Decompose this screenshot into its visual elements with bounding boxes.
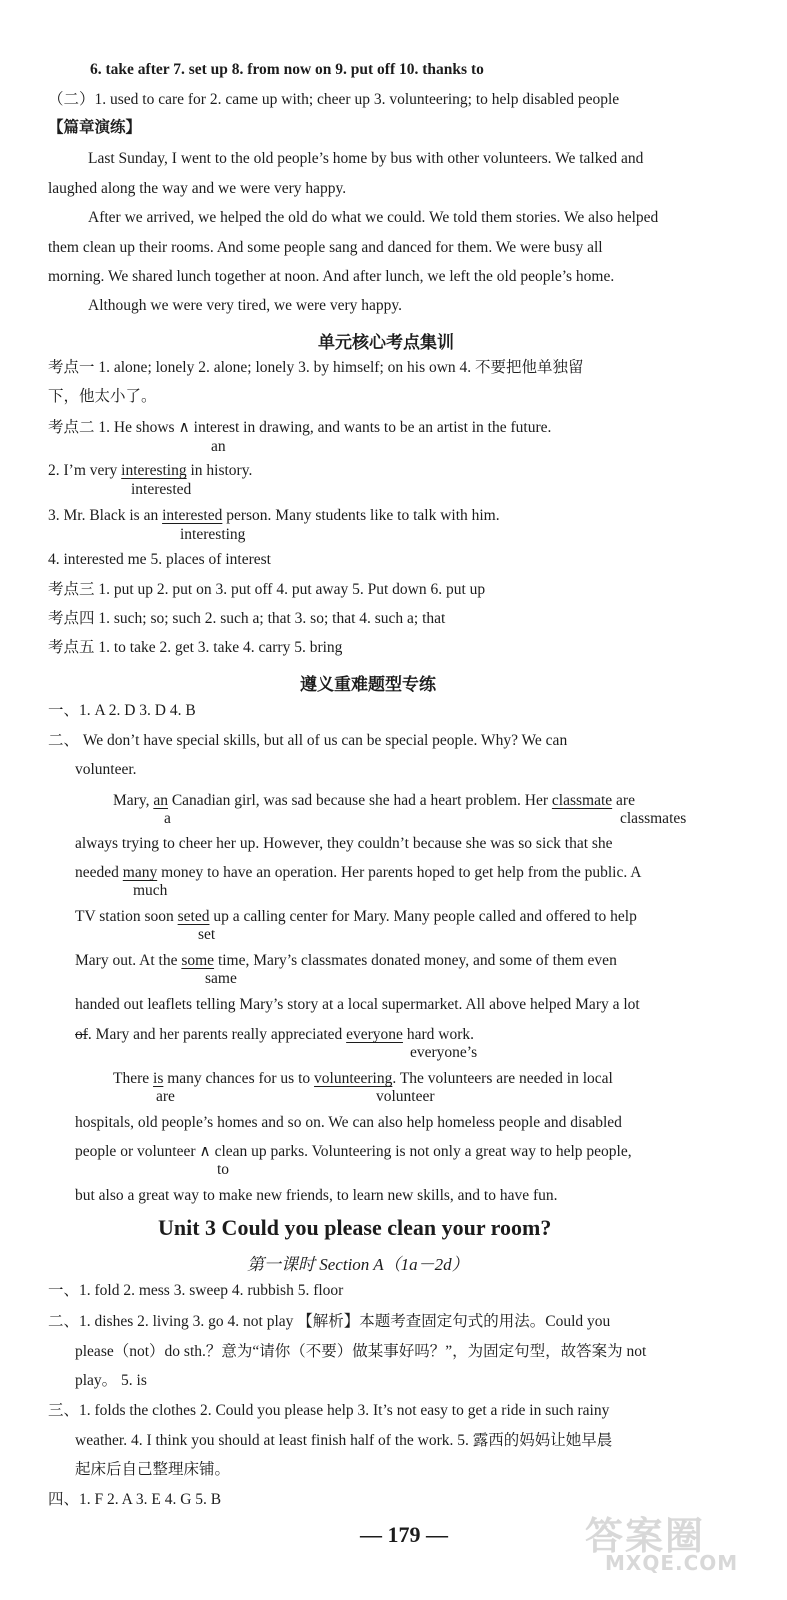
error-passage-line: There is many chances for us to volunteering. The volunteers are needed in local xyxy=(113,1070,613,1087)
correction-text: to xyxy=(217,1161,230,1178)
correction-text: an xyxy=(211,438,226,455)
lesson-answer-line: 二、1. dishes 2. living 3. go 4. not play 【解析】本题考查固定句式的用法。Could you xyxy=(48,1313,611,1330)
error-passage-line: handed out leaflets telling Mary’s story at a local supermarket. All above helped Mary a lot xyxy=(75,996,640,1013)
kaodian-2-line: 2. I’m very interesting in history. xyxy=(48,462,253,479)
passage-line: them clean up their rooms. And some people sang and danced for them. We were busy all xyxy=(48,239,603,256)
error-passage-line: but also a great way to make new friends, to learn new skills, and to have fun. xyxy=(75,1187,558,1204)
kaodian-4-line: 考点四 1. such; so; such 2. such a; that 3. so; that 4. such a; that xyxy=(48,610,446,627)
section-title-core: 单元核心考点集训 xyxy=(318,333,454,352)
correction-text: same xyxy=(205,970,237,987)
error-passage-line: needed many money to have an operation. Her parents hoped to get help from the public. A xyxy=(75,864,642,881)
lesson-answer-line: 一、1. fold 2. mess 3. sweep 4. rubbish 5. floor xyxy=(48,1282,344,1299)
lesson-answer-line: 起床后自己整理床铺。 xyxy=(75,1461,231,1478)
lesson-answer-line: 四、1. F 2. A 3. E 4. G 5. B xyxy=(48,1491,222,1508)
correction-text: everyone’s xyxy=(410,1044,478,1061)
kaodian-2-line: 3. Mr. Black is an interested person. Many students like to talk with him. xyxy=(48,507,500,524)
watermark-logo xyxy=(585,1505,765,1585)
lesson-title: 第一课时 Section A（1a－2d） xyxy=(247,1255,469,1274)
passage-line: Last Sunday, I went to the old people’s home by bus with other volunteers. We talked and xyxy=(88,150,644,167)
passage-line: After we arrived, we helped the old do what we could. We told them stories. We also helped xyxy=(88,209,659,226)
kaodian-1-line: 考点一 1. alone; lonely 2. alone; lonely 3. by himself; on his own 4. 不要把他单独留 xyxy=(48,359,584,376)
zunyi-line: 一、1. A 2. D 3. D 4. B xyxy=(48,702,196,719)
error-passage-line: always trying to cheer her up. However, they couldn’t because she was so sick that she xyxy=(75,835,613,852)
error-passage-line: Mary out. At the some time, Mary’s classmates donated money, and some of them even xyxy=(75,952,617,969)
page-number: — 179 — xyxy=(360,1522,448,1547)
watermark-url: MXQE.COM xyxy=(605,1551,739,1575)
answer-line-2: （二）1. used to care for 2. came up with; cheer up 3. volunteering; to help disabled people xyxy=(48,91,620,108)
correction-text: classmates xyxy=(620,810,687,827)
kaodian-5-line: 考点五 1. to take 2. get 3. take 4. carry 5. bring xyxy=(48,639,343,656)
passage-line: morning. We shared lunch together at noon. And after lunch, we left the old people’s home. xyxy=(48,268,615,285)
kaodian-2-line: 考点二 1. He shows ∧ interest in drawing, and wants to be an artist in the future. xyxy=(48,419,552,436)
correction-text: a xyxy=(164,810,171,827)
passage-line: Although we were very tired, we were very happy. xyxy=(88,297,403,314)
kaodian-3-line: 考点三 1. put up 2. put on 3. put off 4. put away 5. Put down 6. put up xyxy=(48,581,486,598)
unit-title: Unit 3 Could you please clean your room? xyxy=(158,1215,552,1240)
error-passage-line: people or volunteer ∧ clean up parks. Volunteering is not only a great way to help people, xyxy=(75,1143,632,1160)
section-label-passage: 【篇章演练】 xyxy=(48,119,142,136)
deletion-mark: of xyxy=(75,1026,88,1043)
watermark-text: 答案圈 xyxy=(585,1514,706,1558)
lesson-answer-line: weather. 4. I think you should at least finish half of the work. 5. 露西的妈妈让她早晨 xyxy=(75,1432,613,1449)
correction-text: are xyxy=(156,1088,175,1105)
error-passage-line: TV station soon seted up a calling center for Mary. Many people called and offered to help xyxy=(75,908,637,925)
correction-text: interested xyxy=(131,481,192,498)
zunyi-line: volunteer. xyxy=(75,761,137,778)
answer-line-1: 6. take after 7. set up 8. from now on 9. put off 10. thanks to xyxy=(90,61,484,78)
lesson-answer-line: please（not）do sth.？意为“请你（不要）做某事好吗？”，为固定句型，故答案为 not xyxy=(75,1343,647,1360)
correction-text: interesting xyxy=(180,526,246,543)
section-title-zunyi: 遵义重难题型专练 xyxy=(300,675,436,694)
zunyi-line: 二、 We don’t have special skills, but all of us can be special people. Why? We can xyxy=(48,732,568,749)
lesson-answer-line: 三、1. folds the clothes 2. Could you please help 3. It’s not easy to get a ride in such rainy xyxy=(48,1402,610,1419)
error-passage-line: Mary, an Canadian girl, was sad because she had a heart problem. Her classmate are xyxy=(113,792,635,809)
passage-line: laughed along the way and we were very happy. xyxy=(48,180,347,197)
lesson-answer-line: play。 5. is xyxy=(75,1372,147,1389)
kaodian-1-line: 下，他太小了。 xyxy=(48,388,157,405)
correction-text: much xyxy=(133,882,168,899)
kaodian-2-line: 4. interested me 5. places of interest xyxy=(48,551,271,568)
error-passage-line: hospitals, old people’s homes and so on. We can also help homeless people and disabled xyxy=(75,1114,622,1131)
correction-text: set xyxy=(198,926,216,943)
error-passage-line: of. Mary and her parents really appreciated everyone hard work. xyxy=(75,1026,474,1043)
correction-text: volunteer xyxy=(376,1088,435,1105)
